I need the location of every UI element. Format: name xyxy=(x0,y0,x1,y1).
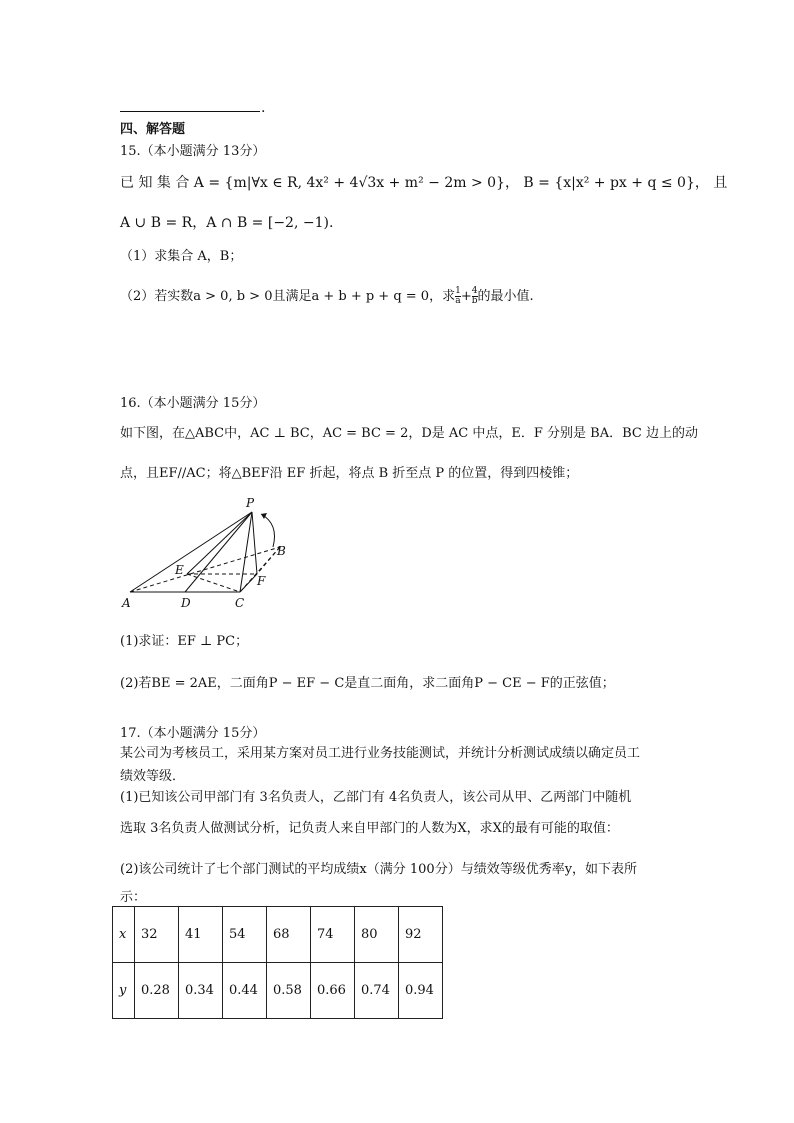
label-B: B xyxy=(277,544,286,558)
table-header-x: x xyxy=(113,907,135,963)
label-F: F xyxy=(257,574,266,588)
q17-line1: 某公司为考核员工，采用某方案对员工进行业务技能测试，并统计分析测试成绩以确定员工 xyxy=(120,746,641,761)
table-cell: 41 xyxy=(179,907,223,963)
edge-PF xyxy=(252,512,257,574)
label-P: P xyxy=(246,496,255,510)
q16-line1: 如下图，在△ABC中，AC ⊥ BC，AC = BC = 2，D是 AC 中点，E．F 分别是 BA．BC 边上的动 xyxy=(120,426,698,441)
q16-header: 16.（本小题满分 15分） xyxy=(120,396,266,411)
table-cell: 0.28 xyxy=(135,963,179,1019)
table-cell: 0.94 xyxy=(399,963,443,1019)
table-cell: 32 xyxy=(135,907,179,963)
answer-blank-line xyxy=(120,111,260,112)
q15-header: 15.（本小题满分 13分） xyxy=(120,144,266,159)
q15-part2-pre: （2）若实数a > 0, b > 0且满足a + b + p + q = 0，求 xyxy=(120,289,456,304)
label-C: C xyxy=(235,596,245,610)
edge-PA xyxy=(130,512,252,592)
blank-period: . xyxy=(261,100,266,116)
table-cell: 0.74 xyxy=(355,963,399,1019)
label-D: D xyxy=(181,596,191,610)
q15-part2 xyxy=(120,285,534,306)
q16-part1: (1)求证：EF ⊥ PC； xyxy=(120,634,249,649)
data-table xyxy=(112,906,443,1019)
q17-part2-line2: 示： xyxy=(120,890,147,905)
q17-part1-line2: 选取 3名负责人做测试分析，记负责人来自甲部门的人数为X，求X的最有可能的取值： xyxy=(120,821,619,836)
table-row-y xyxy=(113,963,443,1019)
q17-part1-line1: (1)已知该公司甲部门有 3名负责人，乙部门有 4名负责人，该公司从甲、乙两部门中随机 xyxy=(120,790,632,805)
fold-arc xyxy=(261,514,275,547)
q17-header: 17.（本小题满分 15分） xyxy=(120,726,266,741)
frac2-num: 4 xyxy=(471,286,478,296)
q15-part2-post: 的最小值. xyxy=(477,289,534,304)
table-cell: 54 xyxy=(223,907,267,963)
q15-part1: （1）求集合 A，B； xyxy=(120,249,243,264)
q16-part2: (2)若BE = 2AE，二面角P − EF − C是直二面角，求二面角P − CE − F的正弦值； xyxy=(120,676,615,691)
pyramid-figure xyxy=(115,492,305,617)
table-cell: 0.44 xyxy=(223,963,267,1019)
label-E: E xyxy=(175,563,184,577)
edge-EC-dashed xyxy=(187,574,240,592)
q17-part2-line1: (2)该公司统计了七个部门测试的平均成绩x（满分 100分）与绩效等级优秀率y，如下表所 xyxy=(120,862,638,877)
q16-line2: 点，且EF//AC；将△BEF沿 EF 折起，将点 B 折至点 P 的位置，得到四棱锥； xyxy=(120,466,579,481)
section-title: 四、解答题 xyxy=(120,122,186,137)
q15-line2: A ∪ B = R，A ∩ B = [−2, −1). xyxy=(120,215,334,231)
table-cell: 74 xyxy=(311,907,355,963)
table-cell: 0.66 xyxy=(311,963,355,1019)
table-header-y: y xyxy=(113,963,135,1019)
frac1-den: a xyxy=(455,296,461,306)
q17-line2: 绩效等级． xyxy=(120,769,186,784)
table-cell: 92 xyxy=(399,907,443,963)
table-cell: 0.58 xyxy=(267,963,311,1019)
table-cell: 68 xyxy=(267,907,311,963)
q15-line1: 已 知 集 合 A = {m|∀x ∈ R, 4x² + 4√3x + m² − 2m > 0}， B = {x|x² + px + q ≤ 0}， 且 xyxy=(120,175,728,191)
table-row-x xyxy=(113,907,443,963)
frac2-den: b xyxy=(471,296,478,306)
table-cell: 0.34 xyxy=(179,963,223,1019)
table-cell: 80 xyxy=(355,907,399,963)
plus-sign: + xyxy=(460,289,472,304)
label-A: A xyxy=(122,596,131,610)
frac1-num: 1 xyxy=(455,286,461,296)
